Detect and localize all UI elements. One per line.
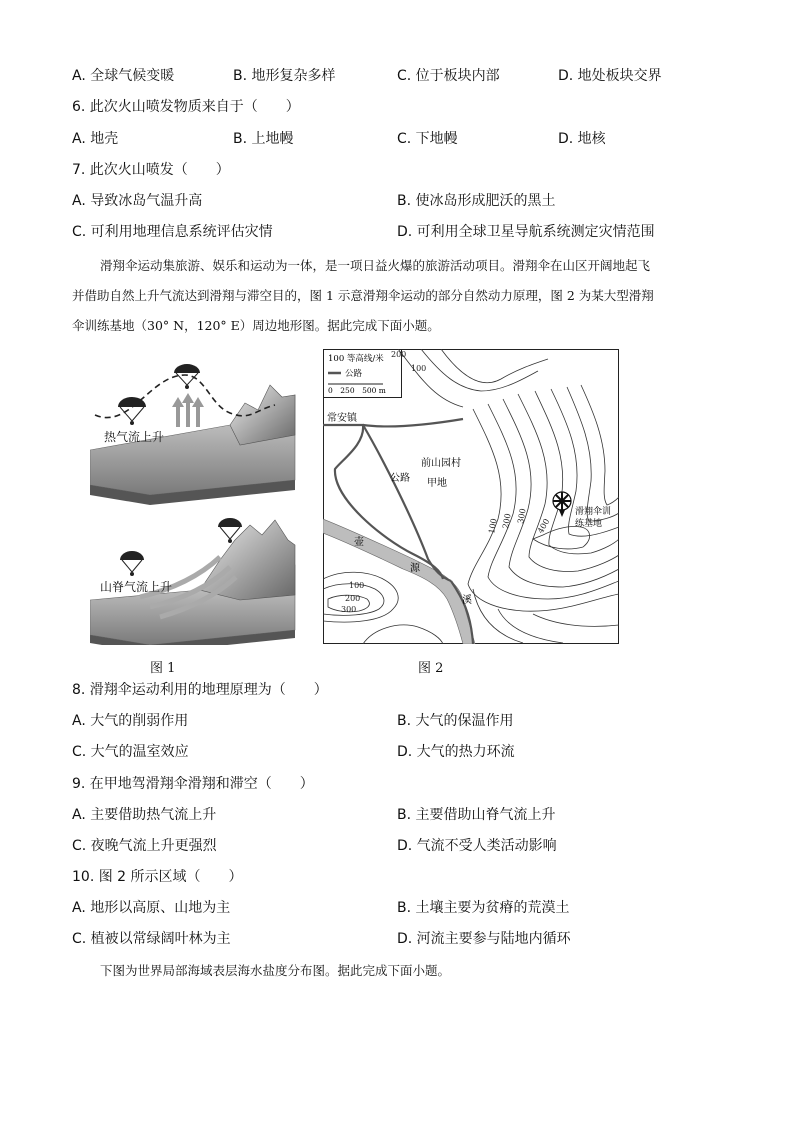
map-legend (324, 350, 402, 398)
base-label-2: 练基地 (575, 519, 603, 529)
q7-option-c: C. 可利用地理信息系统评估灾情 (72, 224, 273, 240)
q5-option-b: B. 地形复杂多样 (233, 68, 336, 84)
river-label-2: 源 (410, 563, 420, 574)
q5-option-c: C. 位于板块内部 (397, 68, 500, 84)
figure-1 (90, 355, 300, 645)
q10-option-c: C. 植被以常绿阔叶林为主 (72, 931, 231, 947)
intro-line-1: 滑翔伞运动集旅游、娱乐和运动为一体，是一项日益火爆的旅游活动项目。滑翔伞在山区开阔地起飞 (100, 258, 651, 273)
contour-label-100: 100 (349, 581, 365, 590)
q9-option-c: C. 夜晚气流上升更强烈 (72, 838, 217, 854)
intro-line-2: 并借助自然上升气流达到滑翔与滞空目的，图 1 示意滑翔伞运动的部分自然动力原理，图 2 为某大型滑翔 (72, 288, 654, 303)
q6-option-b: B. 上地幔 (233, 131, 294, 147)
contour-label-200b: 200 (501, 512, 513, 530)
base-label-1: 滑翔伞训 (575, 507, 612, 517)
q6-option-c: C. 下地幔 (397, 131, 458, 147)
q9-stem: 9. 在甲地驾滑翔伞滑翔和滞空（ ） (72, 776, 314, 792)
q9-option-a: A. 主要借助热气流上升 (72, 807, 217, 823)
q10-option-a: A. 地形以高原、山地为主 (72, 900, 231, 916)
intro-paragraph (100, 251, 730, 281)
river-label-1: 壶 (354, 537, 364, 548)
village-label: 前山园村 (421, 458, 461, 469)
ridge-diagram (90, 518, 295, 645)
contour-label-400: 400 (535, 517, 552, 535)
q9-option-b: B. 主要借助山脊气流上升 (397, 807, 556, 823)
contour-label-200: 200 (345, 594, 361, 603)
q6-option-d: D. 地核 (558, 131, 606, 147)
q7-stem: 7. 此次火山喷发（ ） (72, 162, 230, 178)
ridge-label: 山脊气流上升 (100, 580, 173, 594)
q7-option-d: D. 可利用全球卫星导航系统测定灾情范围 (397, 224, 655, 240)
q6-stem: 6. 此次火山喷发物质来自于（ ） (72, 99, 300, 115)
figure-1-caption: 图 1 (150, 661, 176, 676)
paraglider-icon (120, 551, 144, 576)
legend-road: 公路 (345, 369, 363, 379)
contour-label-100b: 100 (487, 517, 499, 535)
thermal-diagram (90, 364, 295, 505)
town-label: 常安镇 (327, 413, 357, 424)
figure-2-map (323, 349, 619, 644)
figure-2-caption: 图 2 (418, 661, 444, 676)
q5-option-d: D. 地处板块交界 (558, 68, 662, 84)
intro-line-3: 伞训练基地（30° N，120° E）周边地形图。据此完成下面小题。 (72, 318, 440, 333)
outro-paragraph (100, 956, 750, 986)
legend-contour: 100 等高线/米 (328, 354, 384, 364)
q5-option-a: A. 全球气候变暖 (72, 68, 175, 84)
q6-option-a: A. 地壳 (72, 131, 119, 147)
road-label: 公路 (390, 473, 410, 484)
q8-stem: 8. 滑翔伞运动利用的地理原理为（ ） (72, 682, 328, 698)
paraglider-icon (118, 397, 146, 425)
contour-label-300b: 300 (516, 507, 528, 525)
q7-option-a: A. 导致冰岛气温升高 (72, 193, 203, 209)
intro-paragraph-cont (72, 281, 722, 341)
q10-stem: 10. 图 2 所示区域（ ） (72, 869, 243, 885)
q8-option-b: B. 大气的保温作用 (397, 713, 514, 729)
outro-line: 下图为世界局部海域表层海水盐度分布图。据此完成下面小题。 (100, 963, 451, 978)
river-label-3: 溪 (462, 595, 472, 606)
q10-option-b: B. 土壤主要为贫瘠的荒漠土 (397, 900, 570, 916)
q8-option-d: D. 大气的热力环流 (397, 744, 515, 760)
q9-option-d: D. 气流不受人类活动影响 (397, 838, 557, 854)
q10-option-d: D. 河流主要参与陆地内循环 (397, 931, 571, 947)
q7-option-b: B. 使冰岛形成肥沃的黑土 (397, 193, 556, 209)
q8-option-c: C. 大气的温室效应 (72, 744, 189, 760)
contour-label-200c: 200 (391, 350, 407, 359)
thermal-label: 热气流上升 (104, 430, 165, 444)
q8-option-a: A. 大气的削弱作用 (72, 713, 189, 729)
contour-label-300: 300 (341, 605, 357, 614)
legend-scale: 0 250 500 m (328, 386, 386, 395)
site-jia-label: 甲地 (427, 478, 447, 489)
contour-label-100c: 100 (411, 364, 427, 373)
